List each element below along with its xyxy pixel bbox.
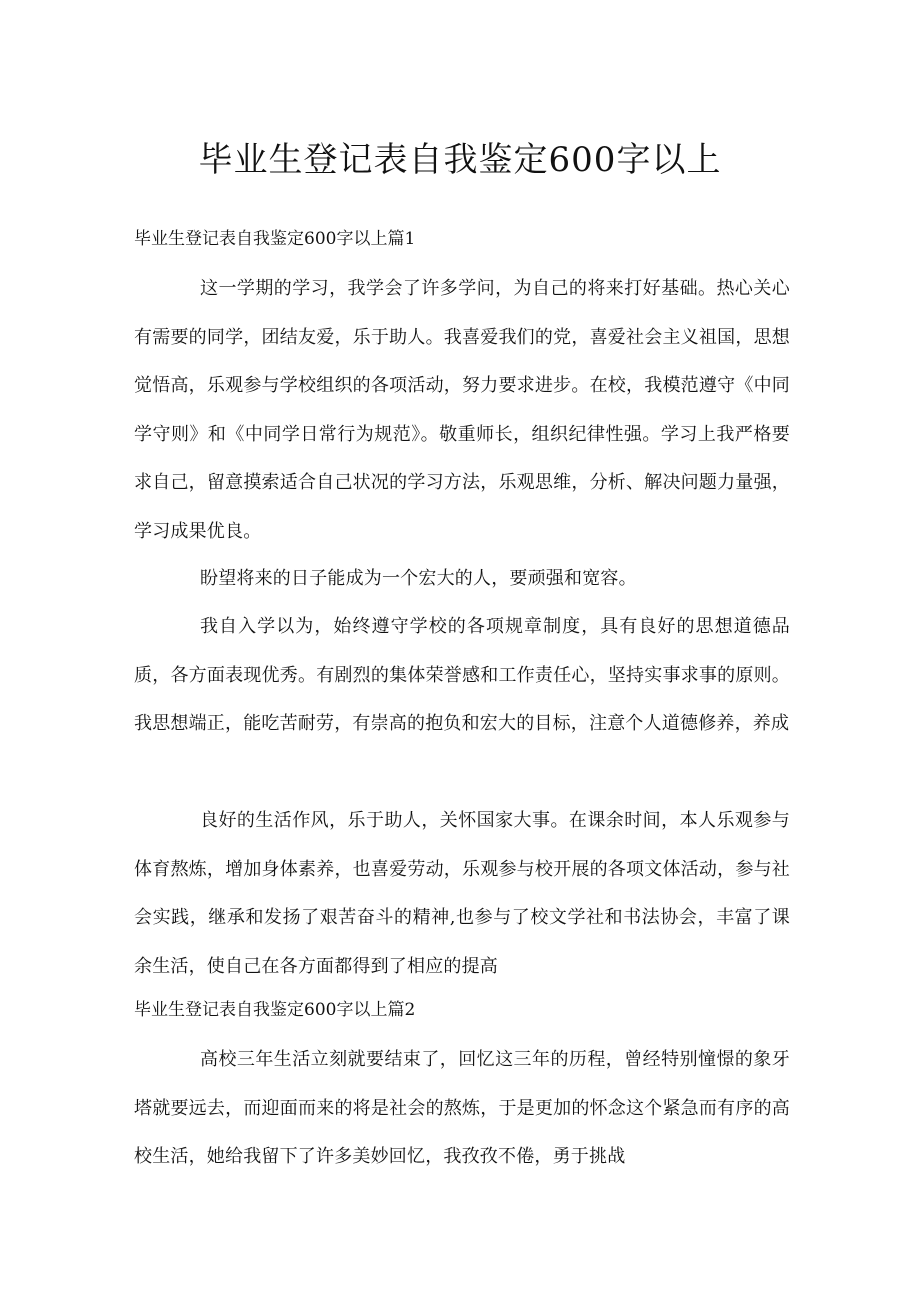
paragraph-1-3: 我自入学以为，始终遵守学校的各项规章制度，具有良好的思想道德品质，各方面表现优秀。有剧烈的集体荣誉感和工作责任心，坚持实事求事的原则。我思想端正，能吃苦耐劳，有崇高的抱负和宏大的目标，注意个人道德修养，养成 bbox=[134, 616, 790, 734]
paragraph-1-4: 良好的生活作风，乐于助人，关怀国家大事。在课余时间，本人乐观参与体育熬炼，增加身体素养，也喜爱劳动，乐观参与校开展的各项文体活动，参与社会实践，继承和发扬了艰苦奋斗的精神,也参与了校文学社和书法协会，丰富了课余生活，使自己在各方面都得到了相应的提高 bbox=[134, 810, 790, 977]
paragraph-2-1: 高校三年生活立刻就要结束了，回忆这三年的历程，曾经特别憧憬的象牙塔就要远去，而迎面而来的将是社会的熬炼，于是更加的怀念这个紧急而有序的高校生活，她给我留下了许多美妙回忆，我孜孜不倦，勇于挑战 bbox=[134, 1049, 790, 1167]
section-heading-1: 毕业生登记表自我鉴定600字以上篇1 bbox=[134, 229, 416, 249]
section-heading-2: 毕业生登记表自我鉴定600字以上篇2 bbox=[134, 1000, 416, 1020]
paragraph-1-2: 盼望将来的日子能成为一个宏大的人，要顽强和宽容。 bbox=[200, 568, 637, 589]
paragraph-1-1: 这一学期的学习，我学会了许多学问，为自己的将来打好基础。热心关心有需要的同学，团结友爱，乐于助人。我喜爱我们的党，喜爱社会主义祖国，思想觉悟高，乐观参与学校组织的各项活动，努力要求进步。在校，我模范遵守《中同学守则》和《中同学日常行为规范》。敬重师长，组织纪律性强。学习上我严格要求自己，留意摸索适合自己状况的学习方法，乐观思维，分析、解决问题力量强，学习成果优良。 bbox=[134, 278, 790, 542]
document-title: 毕业生登记表自我鉴定600字以上 bbox=[198, 140, 722, 180]
